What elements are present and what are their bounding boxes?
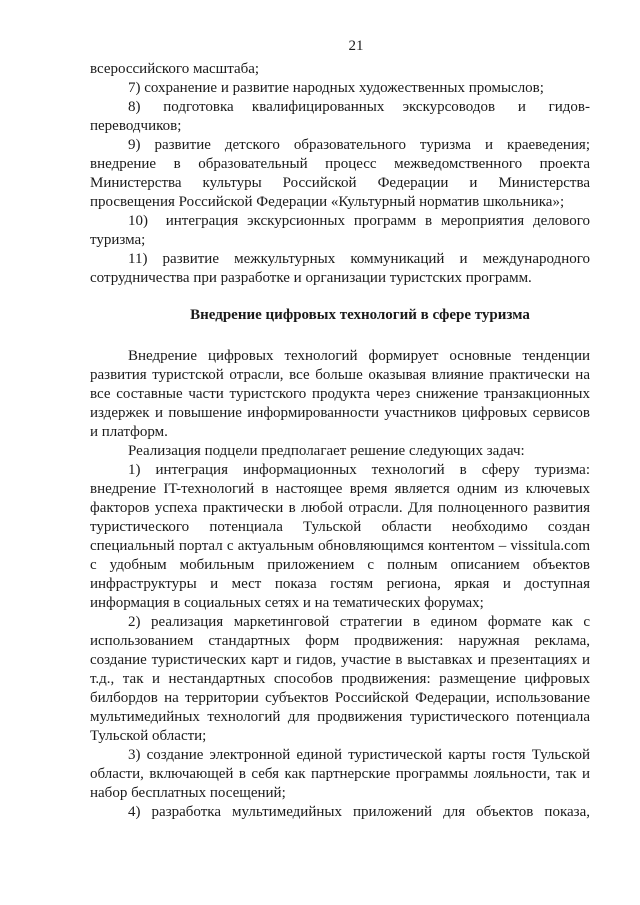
text-line: Тульской области; — [90, 728, 207, 744]
text-line: 11) развитие межкультурных коммуникаций и международного — [128, 251, 590, 267]
text-line: внедрение в образовательный процесс межведомственного проекта — [90, 156, 590, 172]
tasks-intro — [90, 442, 590, 461]
text-line: сотрудничества при разработке и организации туристских программ. — [90, 270, 532, 286]
text-line: Министерства культуры Российской Федерации и Министерства — [90, 175, 590, 191]
text-line: области, включающей в себя как партнерские программы лояльности, так и — [90, 766, 590, 782]
list-item-11 — [90, 250, 590, 288]
text-line: создание туристических карт и гидов, участие в выставках и презентациях и — [90, 652, 590, 668]
text-line: всероссийского масштаба; — [90, 61, 260, 77]
list-item-7 — [90, 79, 590, 98]
text-line: использованием стандартных форм продвижения: наружная реклама, — [90, 633, 590, 649]
text-line: т.д., так и нестандартных способов продвижения: размещение цифровых — [90, 671, 590, 687]
text-line: факторов успеха практически в любой отрасли. Для полноценного развития — [90, 500, 590, 516]
text-line: билбордов на территории субъектов Российской Федерации, использование — [90, 690, 590, 706]
text-line: Внедрение цифровых технологий формирует основные тенденции — [128, 348, 590, 364]
text-line: туризма; — [90, 232, 146, 248]
intro-paragraph — [90, 347, 590, 442]
text-line: все составные части туристского продукта через снижение транзакционных — [90, 386, 590, 402]
text-line: Реализация подцели предполагает решение следующих задач: — [128, 443, 525, 459]
list-item-6-tail — [90, 60, 590, 79]
text-line: мультимедийных технологий для продвижения туристического потенциала — [90, 709, 590, 725]
text-line: 2) реализация маркетинговой стратегии в едином формате как с — [128, 614, 590, 630]
text-line: 4) разработка мультимедийных приложений для объектов показа, — [128, 804, 590, 820]
task-1 — [90, 461, 590, 613]
text-line: и платформ. — [90, 424, 168, 440]
text-line: 3) создание электронной единой туристической карты гостя Тульской — [128, 747, 590, 763]
text-line: 1) интеграция информационных технологий в сферу туризма: — [128, 462, 590, 478]
list-item-9 — [90, 136, 590, 212]
text-line: инфраструктуры и мест показа гостям региона, яркая и доступная — [90, 576, 590, 592]
text-line: переводчиков; — [90, 118, 182, 134]
text-line: внедрение IT-технологий в настоящее время является одним из ключевых — [90, 481, 590, 497]
list-item-10 — [90, 212, 590, 250]
text-line: просвещения Российской Федерации «Культурный норматив школьника»; — [90, 194, 565, 210]
text-line: 9) развитие детского образовательного туризма и краеведения; — [128, 137, 590, 153]
text-line: издержек и повышение информированности участников цифровых сервисов — [90, 405, 590, 421]
text-line: набор бесплатных посещений; — [90, 785, 286, 801]
text-line: специальный портал с актуальным обновляющимся контентом – vissitula.com — [90, 538, 590, 554]
text-line: 7) сохранение и развитие народных художественных промыслов; — [128, 80, 544, 96]
task-3 — [90, 746, 590, 803]
text-line: развития туристской отрасли, все больше оказывая влияние практически на — [90, 367, 590, 383]
text-line: 8) подготовка квалифицированных экскурсоводов и гидов- — [128, 99, 590, 115]
page-number: 21 — [348, 38, 364, 54]
text-line: информация в социальных сетях и на тематических форумах; — [90, 595, 484, 611]
text-line: 10) интеграция экскурсионных программ в мероприятия делового — [128, 213, 590, 229]
list-item-8 — [90, 98, 590, 136]
text-line: туристического потенциала Тульской области необходимо создан — [90, 519, 590, 535]
task-2 — [90, 613, 590, 746]
text-line: с удобным мобильным приложением с полным описанием объектов — [90, 557, 590, 573]
section-heading: Внедрение цифровых технологий в сфере туризма — [190, 307, 530, 323]
document-body — [90, 60, 590, 822]
task-4 — [90, 803, 590, 822]
